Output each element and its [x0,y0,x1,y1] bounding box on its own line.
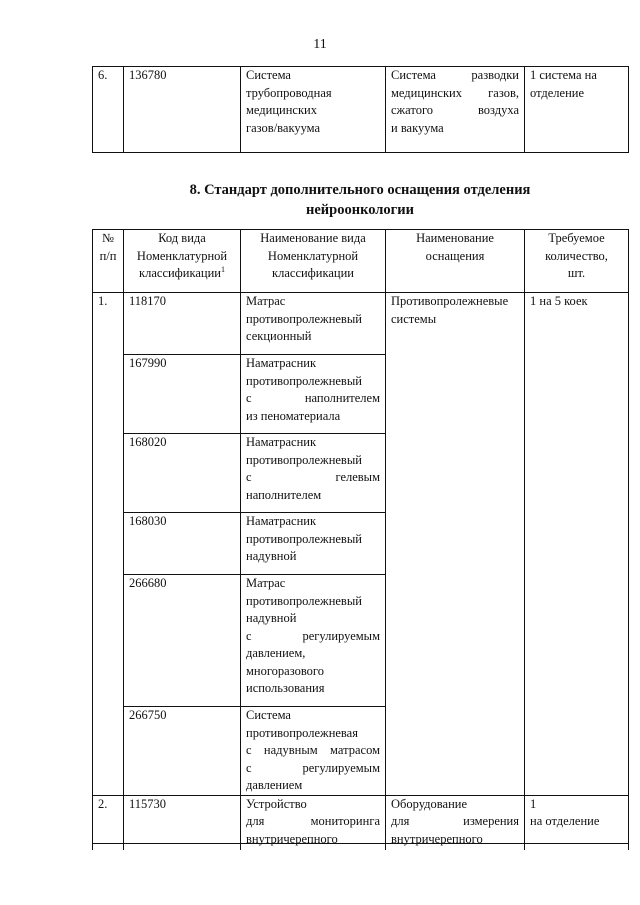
row-name [241,707,386,796]
equip-line: Оборудование [391,796,468,811]
section-title-line: нейроонкологии [306,202,414,218]
table-header-row [93,230,629,293]
name-line: газов/вакуума [246,120,321,135]
equip-line: Система разводки [391,68,519,82]
name-line: надувной [246,549,297,563]
name-line: из пеноматериала [246,408,341,423]
name-line: с надувным матрасом [246,743,380,757]
name-line: противопролежневый [246,531,362,546]
row-number: 2. [93,795,124,850]
row-code: 136780 [124,67,241,153]
row-equipment [386,795,525,850]
name-line: Наматрасник [246,356,317,370]
name-line: с регулируемым [246,628,380,643]
name-line: противопролежневая [246,725,358,740]
name-line: с наполнителем [246,391,380,405]
name-line: Система [246,708,291,722]
header-name [241,230,386,293]
row-quantity [525,795,629,850]
row-name [241,795,386,850]
name-line: противопролежневый [246,373,362,388]
row-code: 168030 [124,513,241,575]
name-line: Устройство [246,796,307,811]
qty-line: на отделение [530,814,600,828]
header-text [129,265,235,283]
equip-line: внутричерепного [391,831,483,846]
name-line: наполнителем [246,487,322,502]
row-name [241,513,386,575]
table-row [93,67,629,153]
header-number [93,230,124,293]
header-text: оснащения [425,248,485,263]
header-text: количество, [545,248,608,263]
header-code [124,230,241,293]
table-row [93,293,629,355]
row-quantity [525,67,629,153]
row-name [241,434,386,513]
row-number: 6. [93,67,124,153]
qty-line: 1 [530,796,537,811]
name-line: с регулируемым [246,760,380,775]
name-line: противопролежневый [246,311,362,326]
header-text: п/п [99,248,117,263]
equip-line: сжатого воздуха [391,103,519,117]
name-line: Матрас [246,294,286,308]
header-text: Требуемое [548,231,605,245]
header-text: Номенклатурной [136,248,228,263]
name-line: внутричерепного [246,831,338,846]
table-row [93,795,629,850]
row-code: 115730 [124,795,241,850]
header-text: Наименование [416,231,494,245]
equipment-table [92,229,629,850]
footnote-mark: 1 [220,264,225,274]
row-code: 168020 [124,434,241,513]
row-number: 1. [93,293,124,796]
name-line: давлением, [246,646,306,660]
section-title-line: 8. Стандарт дополнительного оснащения отделения [189,182,531,198]
name-line: противопролежневый [246,593,362,608]
name-line: многоразового [246,663,324,678]
row-name [241,67,386,153]
header-text: классификации [139,266,221,280]
previous-table [92,66,629,153]
name-line: секционный [246,329,312,343]
name-line: для мониторинга [246,814,380,828]
equip-line: и вакуума [391,120,444,135]
qty-line: 1 система на [530,68,597,82]
header-text: № [102,231,114,245]
name-line: надувной [246,611,297,625]
header-text: шт. [567,266,586,280]
equip-line: медицинских газов, [391,85,519,100]
header-equipment [386,230,525,293]
row-code: 118170 [124,293,241,355]
name-line: Наматрасник [246,514,317,528]
name-line: противопролежневый [246,452,362,467]
row-code: 167990 [124,355,241,434]
name-line: Матрас [246,576,286,590]
header-text: Наименование вида [260,231,366,245]
row-code: 266680 [124,575,241,707]
name-line: Система [246,68,291,82]
name-line: медицинских [246,103,317,117]
name-line: использования [246,681,325,695]
name-line: трубопроводная [246,85,332,100]
section-title [92,180,628,220]
name-line: давлением [246,778,303,792]
header-text: Номенклатурной [267,248,359,263]
row-equipment [386,293,525,796]
page-number: 11 [313,37,327,52]
equip-line: для измерения [391,814,519,828]
header-text: классификации [272,266,354,280]
row-code: 266750 [124,707,241,796]
header-text: Код вида [158,231,206,245]
row-equipment [386,67,525,153]
row-name [241,293,386,355]
row-quantity: 1 на 5 коек [525,293,629,796]
equip-line: Противопролежневые [391,294,509,308]
equip-line: системы [391,311,437,326]
name-line: Наматрасник [246,435,317,449]
name-line: с гелевым [246,470,380,484]
qty-line: отделение [530,85,585,100]
row-name [241,355,386,434]
header-quantity [525,230,629,293]
page-bottom-rule [92,843,629,844]
row-name [241,575,386,707]
